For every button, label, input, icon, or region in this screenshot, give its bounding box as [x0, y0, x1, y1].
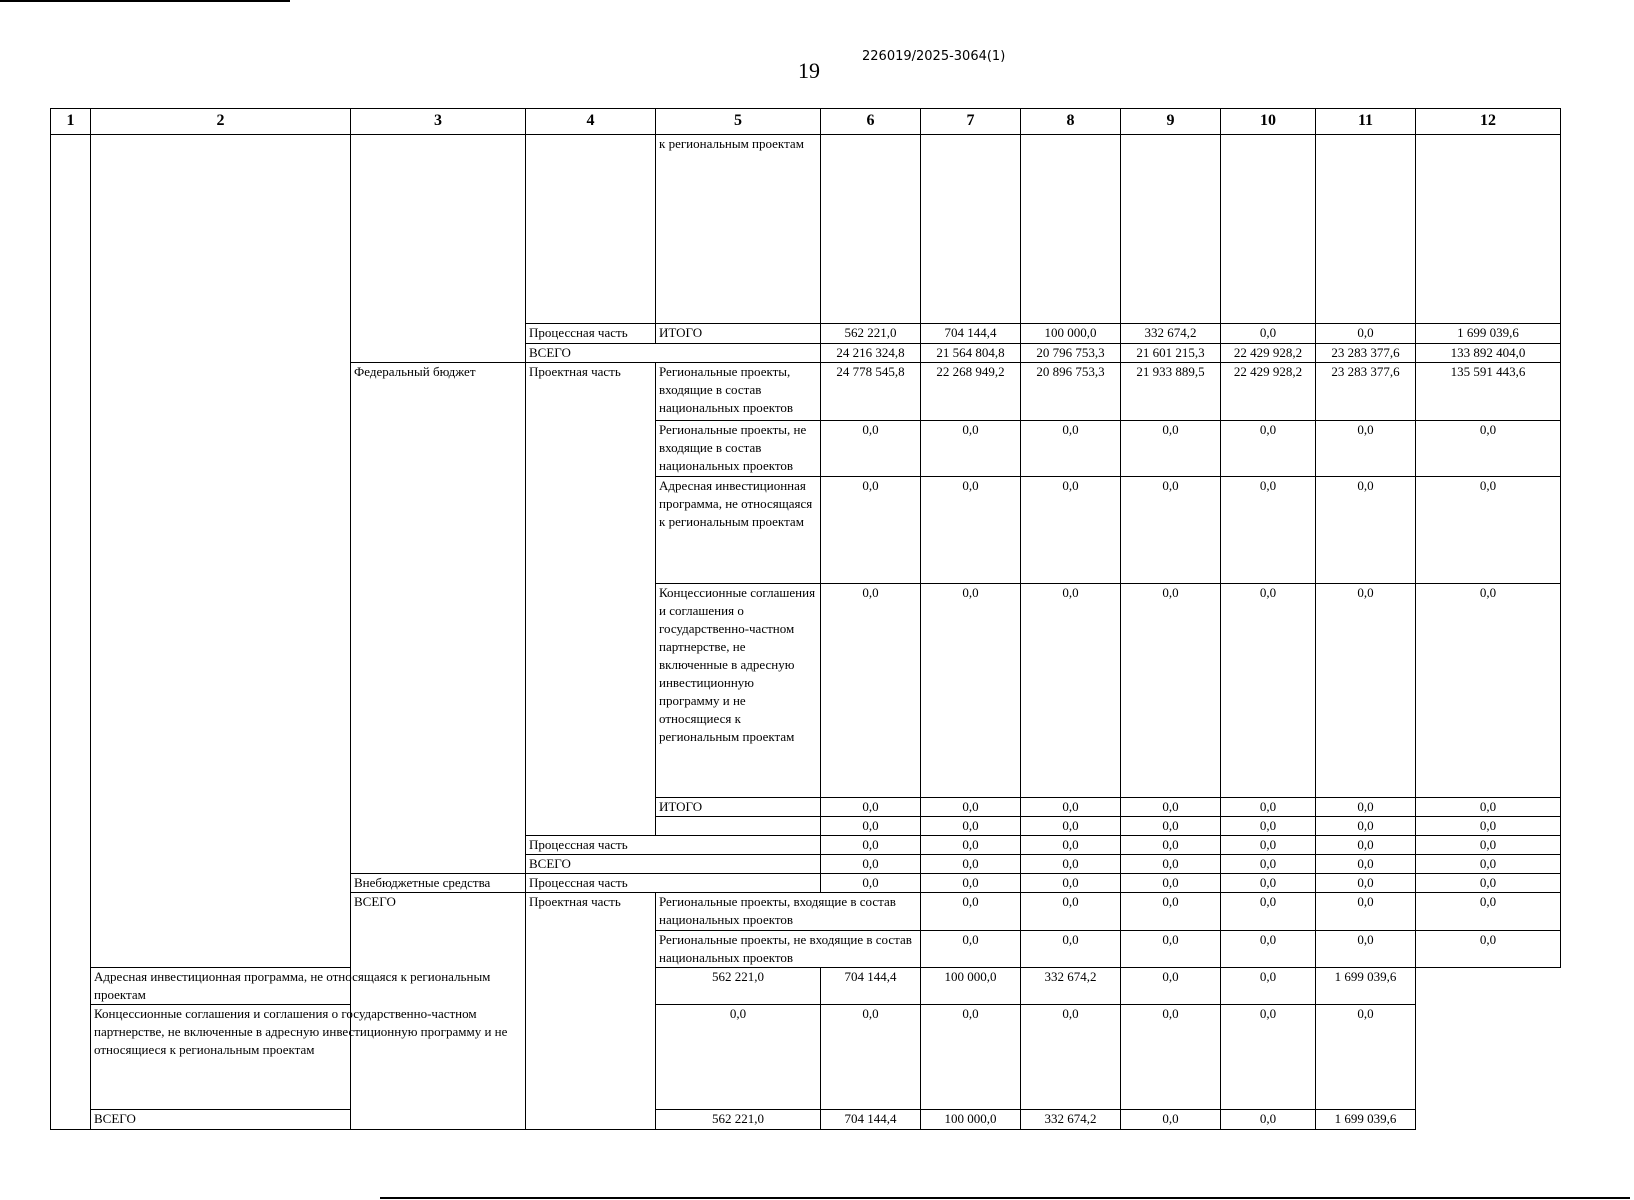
row-label: Адресная инвестиционная программа, не относящаяся к региональным проектам [91, 967, 526, 1004]
cell-col3-blank [351, 135, 526, 363]
value-cell: 0,0 [1316, 930, 1416, 967]
value-cell: 0,0 [1221, 797, 1316, 816]
cell-col1 [51, 135, 91, 1130]
col-header-3: 3 [351, 109, 526, 135]
grand-project-part-label: Проектная часть [526, 893, 656, 1130]
value-cell: 0,0 [921, 893, 1021, 930]
value-cell: 0,0 [1221, 855, 1316, 874]
col-header-10: 10 [1221, 109, 1316, 135]
value-cell: 0,0 [1416, 930, 1561, 967]
continuation-label: к региональным проектам [656, 135, 821, 324]
value-cell: 0,0 [1121, 477, 1221, 584]
spacer-cell [656, 816, 821, 835]
value-cell: 0,0 [921, 816, 1021, 835]
value-cell: 133 892 404,0 [1416, 343, 1561, 362]
value-cell: 24 216 324,8 [821, 343, 921, 362]
col-header-9: 9 [1121, 109, 1221, 135]
value-cell: 0,0 [1316, 835, 1416, 854]
value-cell: 0,0 [1221, 1109, 1316, 1129]
value-cell: 0,0 [1316, 584, 1416, 797]
extrabudget-label: Внебюджетные средства [351, 874, 526, 893]
value-cell: 0,0 [921, 584, 1021, 797]
value-cell: 332 674,2 [1121, 324, 1221, 343]
value-cell: 0,0 [1316, 893, 1416, 930]
table-row [51, 1005, 1561, 1110]
value-cell: 0,0 [1316, 816, 1416, 835]
value-cell: 0,0 [1416, 874, 1561, 893]
row-label: ВСЕГО [91, 1109, 526, 1129]
value-cell: 0,0 [1021, 421, 1121, 477]
value-cell: 0,0 [921, 835, 1021, 854]
value-cell: 100 000,0 [921, 967, 1021, 1004]
value-cell: 0,0 [1021, 874, 1121, 893]
federal-total-label: ВСЕГО [526, 855, 821, 874]
row-label: Региональные проекты, входящие в состав национальных проектов [656, 362, 821, 420]
value-cell: 0,0 [1316, 855, 1416, 874]
value-cell: 0,0 [1416, 835, 1561, 854]
value-cell: 0,0 [1121, 874, 1221, 893]
value-cell: 0,0 [821, 1005, 921, 1110]
value-cell: 562 221,0 [656, 1109, 821, 1129]
value-cell: 0,0 [1221, 816, 1316, 835]
federal-budget-label: Федеральный бюджет [351, 362, 526, 873]
value-cell: 100 000,0 [1021, 324, 1121, 343]
value-cell: 0,0 [1316, 421, 1416, 477]
value-cell: 0,0 [821, 874, 921, 893]
value-cell: 21 933 889,5 [1121, 362, 1221, 420]
value-cell: 0,0 [1221, 584, 1316, 797]
value-cell: 0,0 [821, 816, 921, 835]
value-cell: 0,0 [1221, 477, 1316, 584]
value-cell: 22 429 928,2 [1221, 343, 1316, 362]
value-cell: 0,0 [821, 477, 921, 584]
value-cell: 0,0 [1221, 967, 1316, 1004]
col-header-2: 2 [91, 109, 351, 135]
table-row [51, 1109, 1561, 1129]
value-cell: 0,0 [1221, 893, 1316, 930]
document-number: 226019/2025-3064(1) [862, 49, 1006, 64]
col-header-12: 12 [1416, 109, 1561, 135]
cell-col4-blank [526, 135, 656, 324]
value-cell: 0,0 [1121, 584, 1221, 797]
value-cell: 100 000,0 [921, 1109, 1021, 1129]
budget-table [50, 108, 1561, 1130]
value-cell: 0,0 [1021, 835, 1121, 854]
value-cell: 20 896 753,3 [1021, 362, 1121, 420]
value-cell: 0,0 [1316, 874, 1416, 893]
value-cell: 0,0 [921, 1005, 1021, 1110]
value-cell: 22 429 928,2 [1221, 362, 1316, 420]
col-header-4: 4 [526, 109, 656, 135]
row-label: Региональные проекты, входящие в состав национальных проектов [656, 893, 921, 930]
column-number-row [51, 109, 1561, 135]
value-cell: 22 268 949,2 [921, 362, 1021, 420]
value-cell: 0,0 [821, 421, 921, 477]
value-cell: 0,0 [1221, 421, 1316, 477]
value-cell: 0,0 [1121, 421, 1221, 477]
value-cell: 704 144,4 [821, 1109, 921, 1129]
federal-process-label: Процессная часть [526, 835, 821, 854]
scan-edge-line-bottom [380, 1197, 1630, 1199]
value-cell: 0,0 [1416, 421, 1561, 477]
value-cell: 0,0 [1416, 584, 1561, 797]
value-cell: 0,0 [1121, 835, 1221, 854]
row-label: Концессионные соглашения и соглашения о государственно-частном партнерстве, не включенные в адресную инвестиционную программу и не относящиеся к региональным проектам [656, 584, 821, 797]
col-header-6: 6 [821, 109, 921, 135]
value-cell: 0,0 [1221, 1005, 1316, 1110]
scan-edge-line-top [0, 0, 290, 2]
value-cell: 0,0 [921, 855, 1021, 874]
value-cell: 23 283 377,6 [1316, 362, 1416, 420]
col-header-5: 5 [656, 109, 821, 135]
value-cell: 0,0 [1121, 855, 1221, 874]
value-cell: 332 674,2 [1021, 967, 1121, 1004]
row-label: ИТОГО [656, 797, 821, 816]
value-cell: 0,0 [656, 1005, 821, 1110]
page-number: 19 [798, 58, 820, 83]
value-cell: 0,0 [1221, 835, 1316, 854]
col-header-1: 1 [51, 109, 91, 135]
value-cell: 0,0 [1121, 1005, 1221, 1110]
row-label: Региональные проекты, не входящие в состав национальных проектов [656, 421, 821, 477]
value-cell: 0,0 [1021, 584, 1121, 797]
total-label: ВСЕГО [526, 343, 821, 362]
value-cell: 0,0 [821, 797, 921, 816]
value-cell: 0,0 [1121, 930, 1221, 967]
value-cell: 0,0 [1021, 1005, 1121, 1110]
value-cell: 1 699 039,6 [1416, 324, 1561, 343]
row-label: Адресная инвестиционная программа, не относящаяся к региональным проектам [656, 477, 821, 584]
value-cell: 0,0 [1316, 324, 1416, 343]
row-label: Региональные проекты, не входящие в состав национальных проектов [656, 930, 921, 967]
value-cell: 0,0 [1021, 816, 1121, 835]
value-cell: 21 564 804,8 [921, 343, 1021, 362]
extrabudget-process-label: Процессная часть [526, 874, 821, 893]
value-cell: 704 144,4 [821, 967, 921, 1004]
value-cell: 0,0 [921, 930, 1021, 967]
value-cell: 24 778 545,8 [821, 362, 921, 420]
value-cell: 0,0 [1416, 893, 1561, 930]
value-cell: 0,0 [821, 835, 921, 854]
value-cell: 1 699 039,6 [1316, 1109, 1416, 1129]
value-cell: 0,0 [1221, 324, 1316, 343]
table-row [51, 967, 1561, 1004]
value-cell: 0,0 [821, 855, 921, 874]
value-cell: 0,0 [1416, 855, 1561, 874]
itogo-label: ИТОГО [656, 324, 821, 343]
value-cell: 0,0 [1221, 930, 1316, 967]
value-cell: 0,0 [1121, 816, 1221, 835]
value-cell: 0,0 [1021, 930, 1121, 967]
value-cell: 0,0 [921, 874, 1021, 893]
value-cell: 0,0 [1121, 797, 1221, 816]
value-cell: 20 796 753,3 [1021, 343, 1121, 362]
value-cell: 0,0 [921, 421, 1021, 477]
value-cell: 0,0 [1316, 477, 1416, 584]
value-cell: 21 601 215,3 [1121, 343, 1221, 362]
value-cell: 0,0 [1316, 1005, 1416, 1110]
row-label: Концессионные соглашения и соглашения о государственно-частном партнерстве, не включенные в адресную инвестиционную программу и не относящиеся к региональным проектам [91, 1005, 526, 1110]
value-cell: 0,0 [1221, 874, 1316, 893]
value-cell: 0,0 [1416, 816, 1561, 835]
value-cell: 0,0 [1021, 893, 1121, 930]
col-header-7: 7 [921, 109, 1021, 135]
value-cell: 332 674,2 [1021, 1109, 1121, 1129]
value-cell: 704 144,4 [921, 324, 1021, 343]
value-cell: 0,0 [1121, 1109, 1221, 1129]
value-cell: 562 221,0 [821, 324, 921, 343]
value-cell: 0,0 [1121, 893, 1221, 930]
value-cell: 0,0 [821, 584, 921, 797]
grand-total-label: ВСЕГО [351, 893, 526, 1130]
value-cell: 0,0 [1316, 797, 1416, 816]
value-cell: 0,0 [1021, 855, 1121, 874]
cell-col2-blank [91, 135, 351, 968]
table-row [51, 135, 1561, 324]
value-cell: 562 221,0 [656, 967, 821, 1004]
value-cell: 0,0 [1021, 797, 1121, 816]
col-header-11: 11 [1316, 109, 1416, 135]
value-cell: 1 699 039,6 [1316, 967, 1416, 1004]
process-label: Процессная часть [526, 324, 656, 343]
value-cell: 0,0 [1416, 477, 1561, 584]
value-cell: 23 283 377,6 [1316, 343, 1416, 362]
value-cell: 0,0 [1121, 967, 1221, 1004]
value-cell: 0,0 [921, 477, 1021, 584]
col-header-8: 8 [1021, 109, 1121, 135]
value-cell: 0,0 [921, 797, 1021, 816]
value-cell: 135 591 443,6 [1416, 362, 1561, 420]
value-cell: 0,0 [1416, 797, 1561, 816]
value-cell: 0,0 [1021, 477, 1121, 584]
federal-project-part-label: Проектная часть [526, 362, 656, 835]
